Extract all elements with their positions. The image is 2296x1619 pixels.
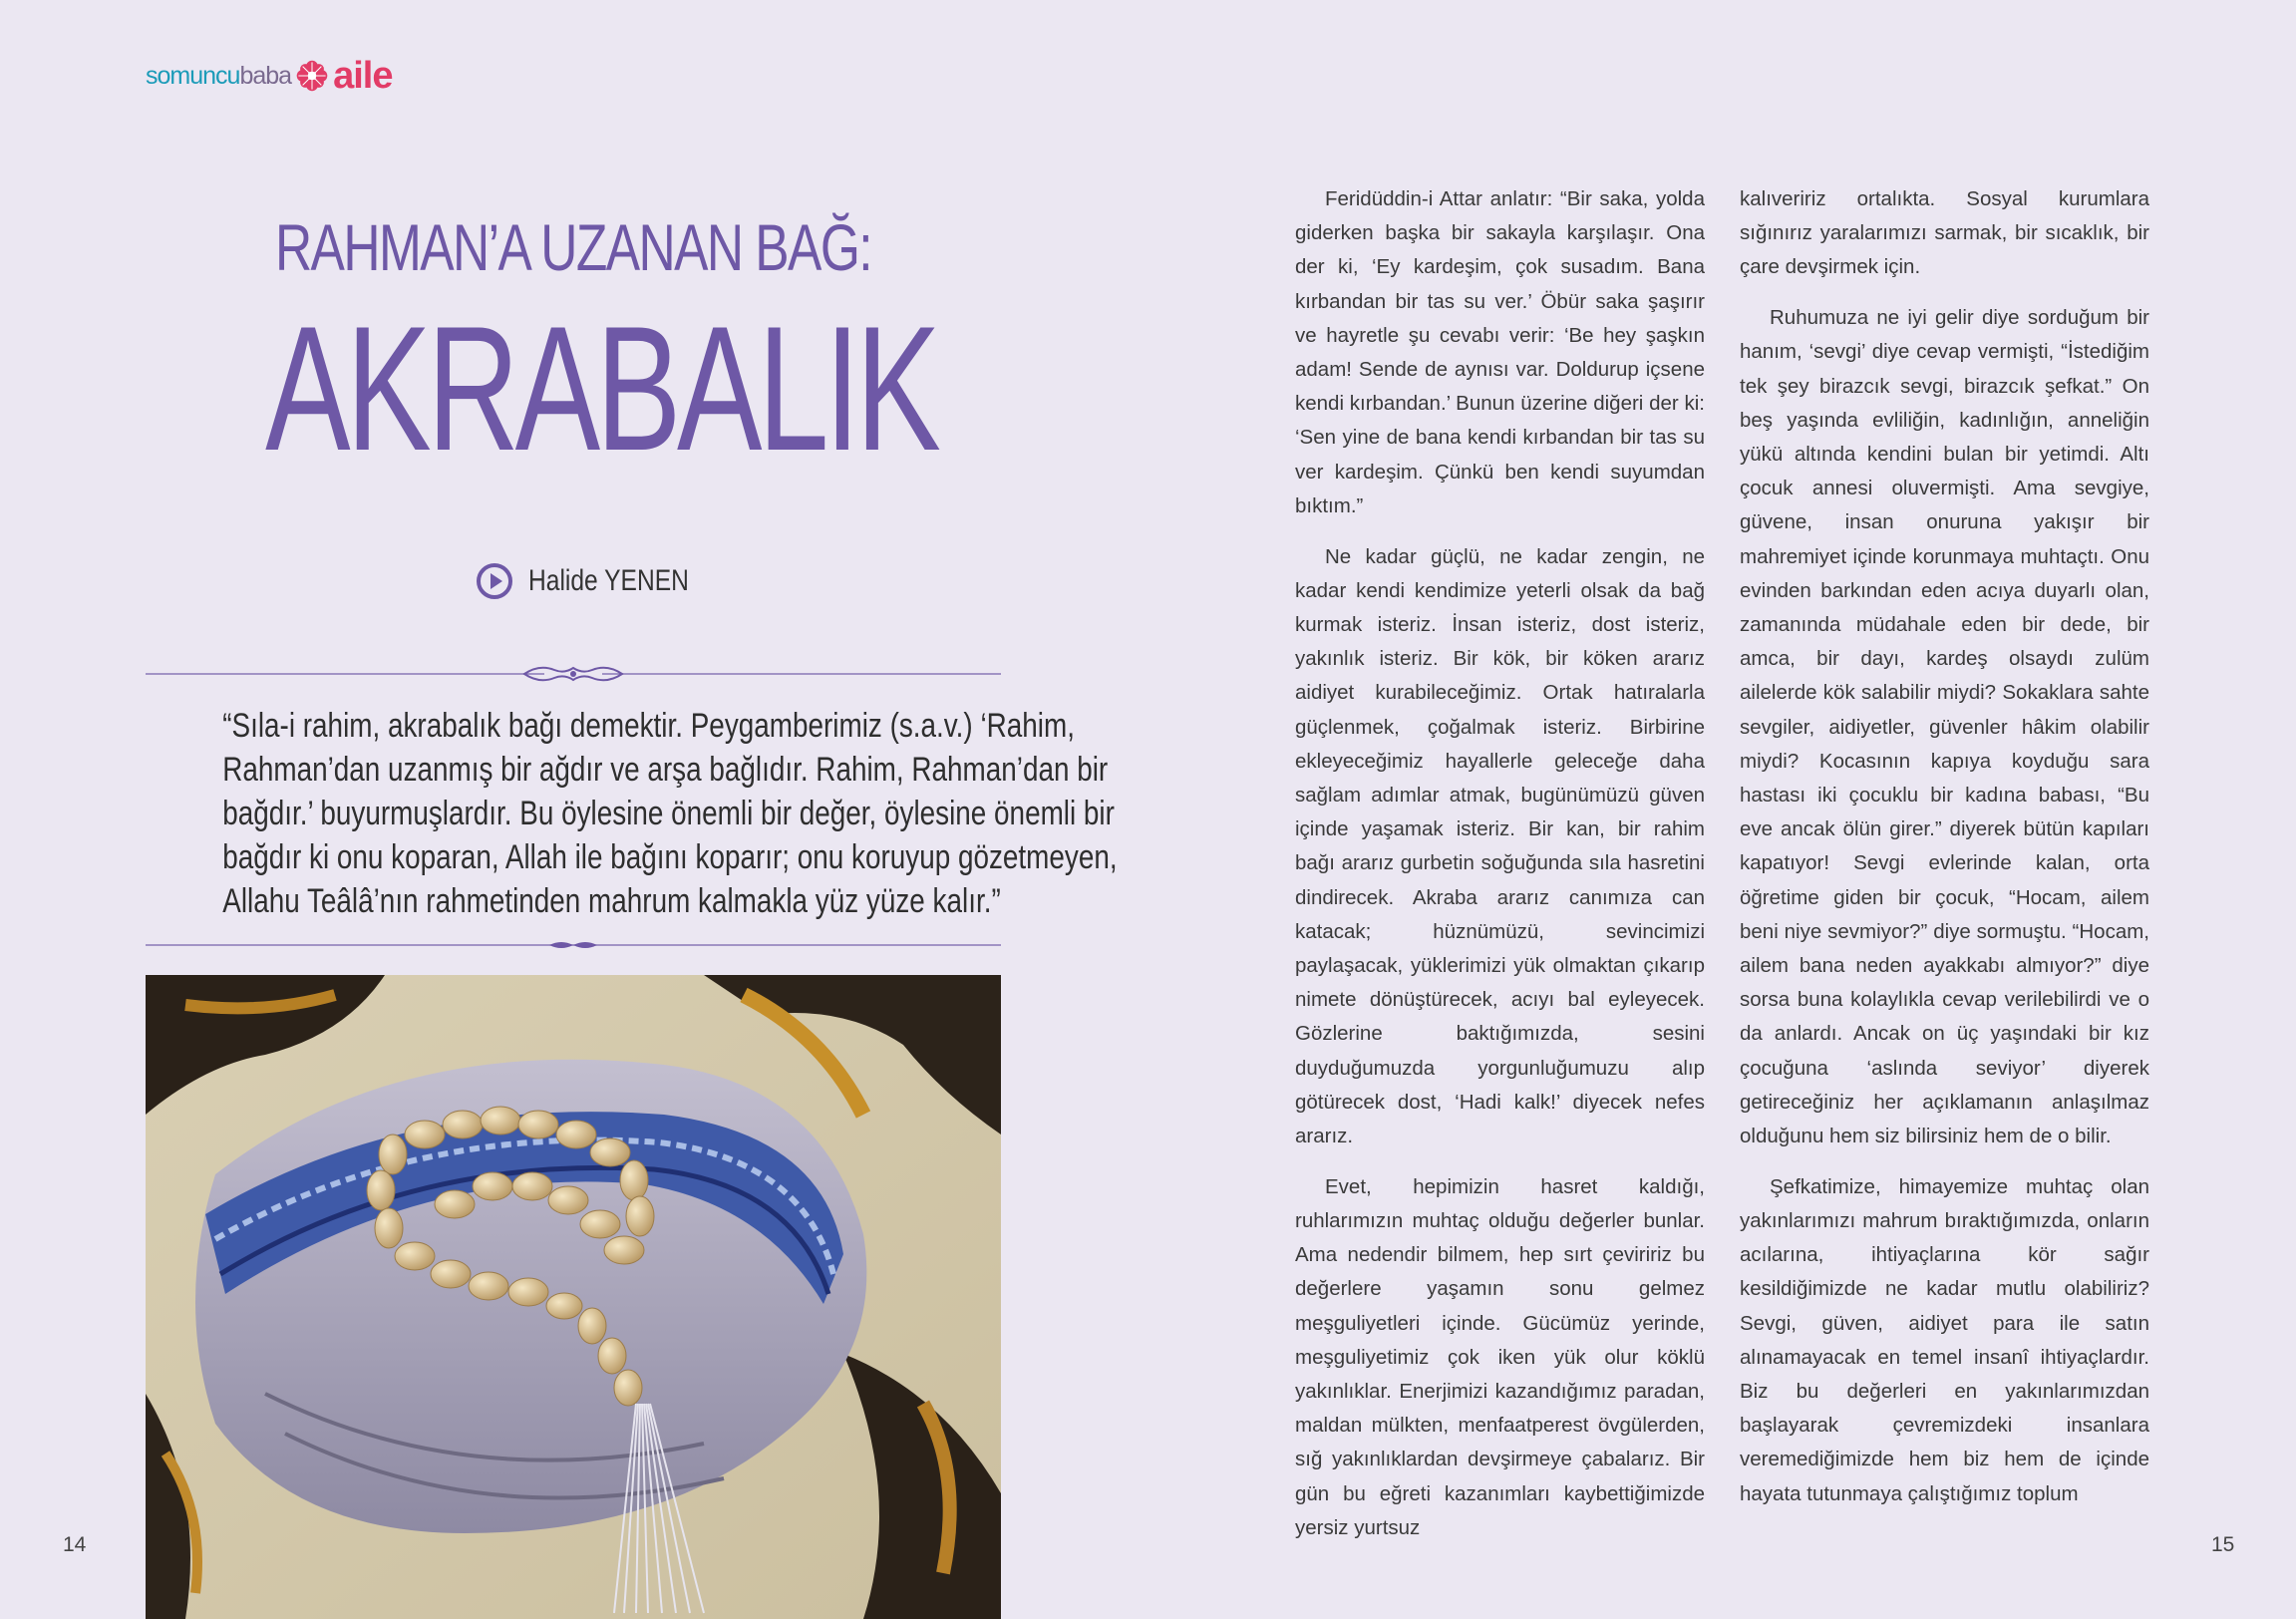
quote-line: “Sıla-i rahim, akrabalık bağı demektir. Peygamberimiz (s.a.v.) ‘Rahim,	[222, 707, 1075, 745]
ornament-divider-top	[146, 664, 1001, 684]
article-subtitle: RAHMAN’A UZANAN BAĞ:	[274, 210, 872, 284]
paragraph: Ne kadar güçlü, ne kadar zengin, ne kadar kendi kendimize yeterli olsak da bağ kurmak isteriz. İnsan isteriz, dost isteriz, yakınlık isteriz. Bir kök, bir köken ararız aidiyet kurabileceğimiz. Ortak hatıralarla güçlenmek, çoğalmak isteriz. Birbirine ekleyeceğimiz hayallerle geleceğe daha sağlam adımlar atmak, bugünümüzü güven içinde yaşamak isteriz. Bir kan, bir rahim bağı ararız gurbetin soğuğunda sıla hasretini dindirecek. Akraba ararız canımıza can katacak; hüznümüzü, sevincimizi paylaşacak, yüklerimizi yük olmaktan çıkarıp nimete dönüştürecek, acıyı bal eyleyecek. Gözlerine baktığımızda, sesini duyduğumuzda yorgunluğumuzu alıp götürecek dost, ‘Hadi kalk!’ diyecek nefes ararız.	[1295, 544, 1705, 1147]
paragraph: Ruhumuza ne iyi gelir diye sorduğum bir hanım, ‘sevgi’ diye cevap vermişti, “İstediğim tek şey birazcık sevgi, birazcık şefkat.” On beş yaşında evliliğin, kadınlığın, anneliğin yükü altında kendini bulan bir yetimdi. Altı çocuk annesi oluvermişti. Ama sevgiye, güvene, insan onuruna yakışır bir mahremiyet içinde korunmaya muhtaçtı. Onu evinden barkından eden acıya duyarlı olan, zamanında müdahale eden bir dede, bir amca, bir dayı, kardeş olsaydı zulüm ailelerde kök salabilir miydi? Sokaklara sahte sevgiler, aidiyetler, güvenler hâkim olabilir miydi? Kocasının kapıya koyduğu sara hastası iki çocuklu bir kadına babası, “Bu eve ancak ölün girer.” diyerek bütün kapıları kapatıyor! Sevgi evlerinde kalan, orta öğretime giden bir çocuk, “Hocam, ailem beni niye sevmiyor?” diye sormuştu. “Hocam, ailem bana neden ayakkabı almıyor?” diye sorsa buna kolaylıkla cevap verilebilirdi ve o da anlardı. Ancak on üç yaşındaki bir kız çocuğuna ‘aslında seviyor’ diyerek getireceğiniz her açıklamanın anlaşılmaz olduğunu hem siz bilirsiniz hem de o bilir.	[1740, 306, 2149, 1147]
play-circle-icon	[475, 561, 514, 601]
text-column-1	[1295, 182, 1705, 1561]
pull-quote	[146, 704, 1118, 923]
paragraph: Şefkatimize, himayemize muhtaç olan yakınlarımızı mahrum bıraktığımızda, onların acılarına, ihtiyaçlarına kör sağır kesildiğimizde ne kadar mutlu olabiliriz? Sevgi, güven, aidiyet para ile satın alınamayacak en temel insanî ihtiyaçlardır. Biz bu değerleri en yakınlarımızdan başlayarak çevremizdeki insanlara veremediğimizde hem biz hem de içinde hayata tutunmaya çalıştığımız toplum	[1740, 1174, 2149, 1505]
quote-line: bağdır.’ buyurmuşlardır. Bu öylesine önemli bir değer, öylesine önemli bir	[222, 795, 1115, 832]
paragraph: kalıveririz ortalıkta. Sosyal kurumlara sığınırız yaralarımızı sarmak, bir sıcaklık, bir çare devşirmek için.	[1740, 187, 2149, 279]
prayer-cap-tasbih-photo	[146, 975, 1001, 1619]
quote-line: Rahman’dan uzanmış bir ağdır ve arşa bağlıdır. Rahim, Rahman’dan bir	[222, 751, 1109, 789]
page-number-left: 14	[63, 1533, 87, 1556]
author-byline	[475, 561, 724, 601]
article-title: AKRABALIK	[265, 289, 937, 487]
quote-line: bağdır ki onu koparan, Allah ile bağını koparır; onu koruyup gözetmeyen,	[222, 838, 1118, 876]
magazine-logo	[146, 52, 392, 100]
logo-text-aile: aile	[333, 54, 393, 97]
paragraph: Feridüddin-i Attar anlatır: “Bir saka, yolda giderken başka bir sakayla karşılaşır. Ona der ki, ‘Ey kardeşim, çok susadım. Bana kırbandan bir tas su ver.’ Öbür saka şaşırır ve hayretle şu cevabı verir: ‘Be hey şaşkın adam! Sende de aynısı var. Doldurup içsene kendi kırbandan.’ Bunun üzerine diğeri der ki: ‘Sen yine de bana kendi kırbandan bir tas su ver kardeşim. Çünkü ben kendi suyumdan bıktım.”	[1295, 187, 1705, 517]
paragraph: Evet, hepimizin hasret kaldığı, ruhlarımızın muhtaç olduğu değerler bunlar. Ama nedendir bilmem, hep sırt çeviririz bu değerlere yaşamın sonu gelmez meşguliyetleri içinde. Gücümüz yerinde, meşguliyetimiz çok iken yük olur köklü yakınlıklar. Enerjimizi kazandığımız paradan, maldan mülkten, menfaatperest övgülerden, sığ yakınlıklardan devşirmeye çabalarız. Bir gün bu eğreti kazanımları kaybettiğimizde yersiz yurtsuz	[1295, 1174, 1705, 1539]
ornament-divider-bottom	[146, 935, 1001, 955]
logo-text-somuncu: somuncu	[146, 61, 240, 90]
page-number-right: 15	[2211, 1533, 2235, 1556]
quote-line: Allahu Teâlâ’nın rahmetinden mahrum kalmakla yüz yüze kalır.”	[222, 882, 1001, 920]
text-column-2	[1740, 182, 2149, 1527]
logo-text-baba: baba	[239, 61, 292, 90]
author-name: Halide YENEN	[528, 564, 689, 597]
flower-icon	[295, 59, 329, 93]
